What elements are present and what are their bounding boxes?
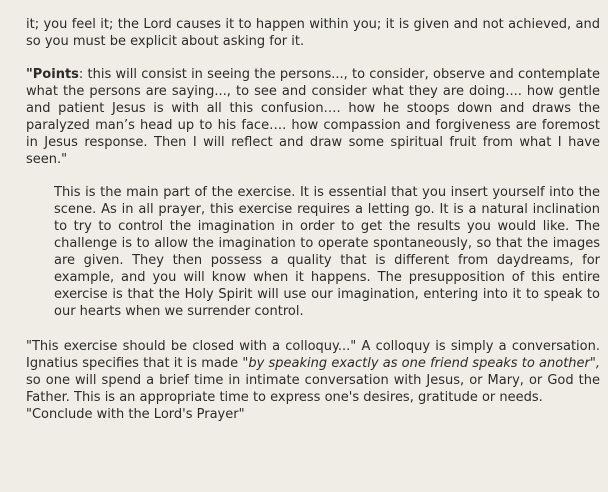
paragraph-main-part: This is the main part of the exercise. It is essential that you insert yourself into the scene. As in all prayer, this exercise requires a letting go. It is a natural inclination to try to control the imagination in order to get the results you would like. The challenge is to allow the imagination to operate spontaneously, so that the images are given. They then possess a quality that is different from daydreams, for example, and you will know when it happens. The presupposition of this entire exercise is that the Holy Spirit will use our imagination, entering into it to speak to our hearts when we surrender control. (54, 185, 600, 319)
colloquy-quote: "by speaking exactly as one friend speaks to another", (242, 356, 600, 371)
colloquy-text-after: so one will spend a brief time in intimate conversation with Jesus, or Mary, or God the Father. This is an appropriate time to express one's desires, gratitude or needs. (26, 373, 600, 405)
points-text: : this will consist in seeing the persons..., to consider, observe and contemplate what the persons are saying..., to see and consider what they are doing.... how gentle and patient Jesus is with all this confusion…. how he stoops down and draws the paralyzed man’s head up to his face…. how compassion and forgiveness are foremost in Jesus response. Then I will reflect and draw some spiritual fruit from what I have seen." (26, 67, 600, 167)
points-label: "Points (26, 67, 79, 82)
colloquy-text-before: "This exercise should be closed with a colloquy..." A colloquy is simply a conversation. Ignatius specifies that it is made (26, 339, 600, 371)
paragraph-colloquy (26, 338, 600, 406)
paragraph-conclude: "Conclude with the Lord's Prayer" (26, 407, 245, 422)
paragraph-points (26, 66, 600, 168)
paragraph-intro: it; you feel it; the Lord causes it to happen within you; it is given and not achieved, and so you must be explicit about asking for it. (26, 17, 600, 49)
